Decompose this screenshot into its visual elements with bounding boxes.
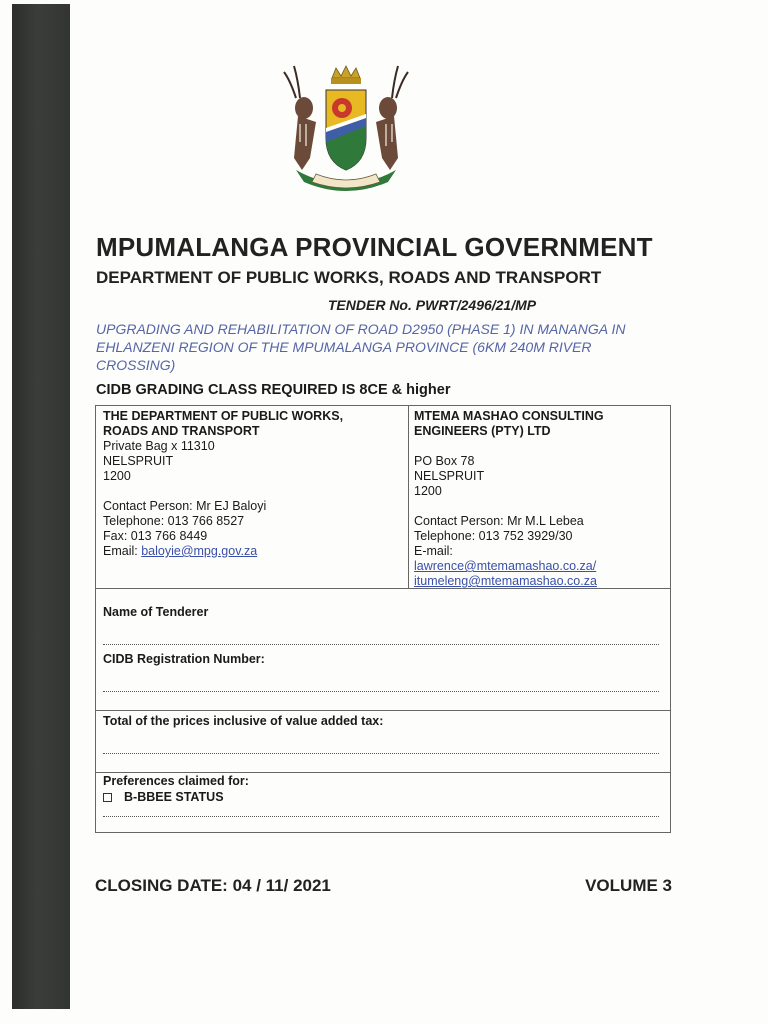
bbbee-status-field[interactable]: [103, 816, 659, 817]
client-address-line: Private Bag x 11310: [103, 439, 215, 453]
column-divider: [408, 406, 409, 588]
project-line: UPGRADING AND REHABILITATION OF ROAD D2950 (PHASE 1) IN MANANGA IN: [96, 321, 626, 337]
project-line: CROSSING): [96, 357, 176, 373]
binder-strip: [12, 4, 70, 1009]
row-divider: [96, 772, 670, 773]
tender-details-table: [95, 405, 671, 833]
project-description: [96, 320, 656, 374]
consultant-name: ENGINEERS (PTY) LTD: [414, 424, 551, 438]
client-email-row: [103, 544, 403, 559]
consultant-email-link[interactable]: lawrence@mtemamashao.co.za/: [414, 559, 597, 573]
client-email-link[interactable]: baloyie@mpg.gov.za: [141, 544, 258, 558]
consultant-email-link[interactable]: itumeleng@mtemamashao.co.za: [414, 574, 597, 588]
coat-of-arms-icon: [276, 58, 416, 198]
tender-number-text: TENDER No. PWRT/2496/21/MP: [327, 297, 537, 313]
consultant-telephone: Telephone: 013 752 3929/30: [414, 529, 573, 543]
client-details: [103, 409, 403, 559]
client-contact: Contact Person: Mr EJ Baloyi: [103, 499, 267, 513]
client-address-line: NELSPRUIT: [103, 454, 174, 468]
tender-number: [0, 297, 768, 313]
department-heading: DEPARTMENT OF PUBLIC WORKS, ROADS AND TRANSPORT: [96, 268, 602, 287]
page-title: MPUMALANGA PROVINCIAL GOVERNMENT: [96, 232, 653, 262]
project-line: EHLANZENI REGION OF THE MPUMALANGA PROVINCE (6KM 240M RIVER: [96, 339, 592, 355]
total-prices-field[interactable]: [103, 753, 659, 754]
client-fax: Fax: 013 766 8449: [103, 529, 208, 543]
consultant-details: [414, 409, 666, 589]
name-of-tenderer-field[interactable]: [103, 644, 659, 645]
client-telephone: Telephone: 013 766 8527: [103, 514, 245, 528]
bbbee-checkbox[interactable]: [103, 793, 112, 802]
client-address-line: 1200: [103, 469, 131, 483]
consultant-contact: Contact Person: Mr M.L Lebea: [414, 514, 584, 528]
row-divider: [96, 588, 670, 589]
cidb-registration-label: CIDB Registration Number:: [103, 652, 265, 666]
client-email-label: Email:: [103, 544, 142, 558]
bbbee-label: B-BBEE STATUS: [124, 790, 224, 804]
volume-number: VOLUME 3: [585, 876, 672, 895]
consultant-address-line: PO Box 78: [414, 454, 475, 468]
consultant-address-line: NELSPRUIT: [414, 469, 485, 483]
client-name: ROADS AND TRANSPORT: [103, 424, 260, 438]
consultant-email-label: E-mail:: [414, 544, 453, 558]
cidb-grading-requirement: CIDB GRADING CLASS REQUIRED IS 8CE & higher: [96, 382, 451, 398]
row-divider: [96, 710, 670, 711]
closing-date: CLOSING DATE: 04 / 11/ 2021: [95, 876, 331, 895]
name-of-tenderer-label: Name of Tenderer: [103, 605, 209, 619]
preferences-label: Preferences claimed for:: [103, 774, 249, 788]
bbbee-status-option[interactable]: [103, 790, 224, 804]
consultant-name: MTEMA MASHAO CONSULTING: [414, 409, 604, 423]
consultant-address-line: 1200: [414, 484, 442, 498]
cidb-registration-field[interactable]: [103, 691, 659, 692]
total-prices-label: Total of the prices inclusive of value added tax:: [103, 714, 384, 728]
client-name: THE DEPARTMENT OF PUBLIC WORKS,: [103, 409, 344, 423]
